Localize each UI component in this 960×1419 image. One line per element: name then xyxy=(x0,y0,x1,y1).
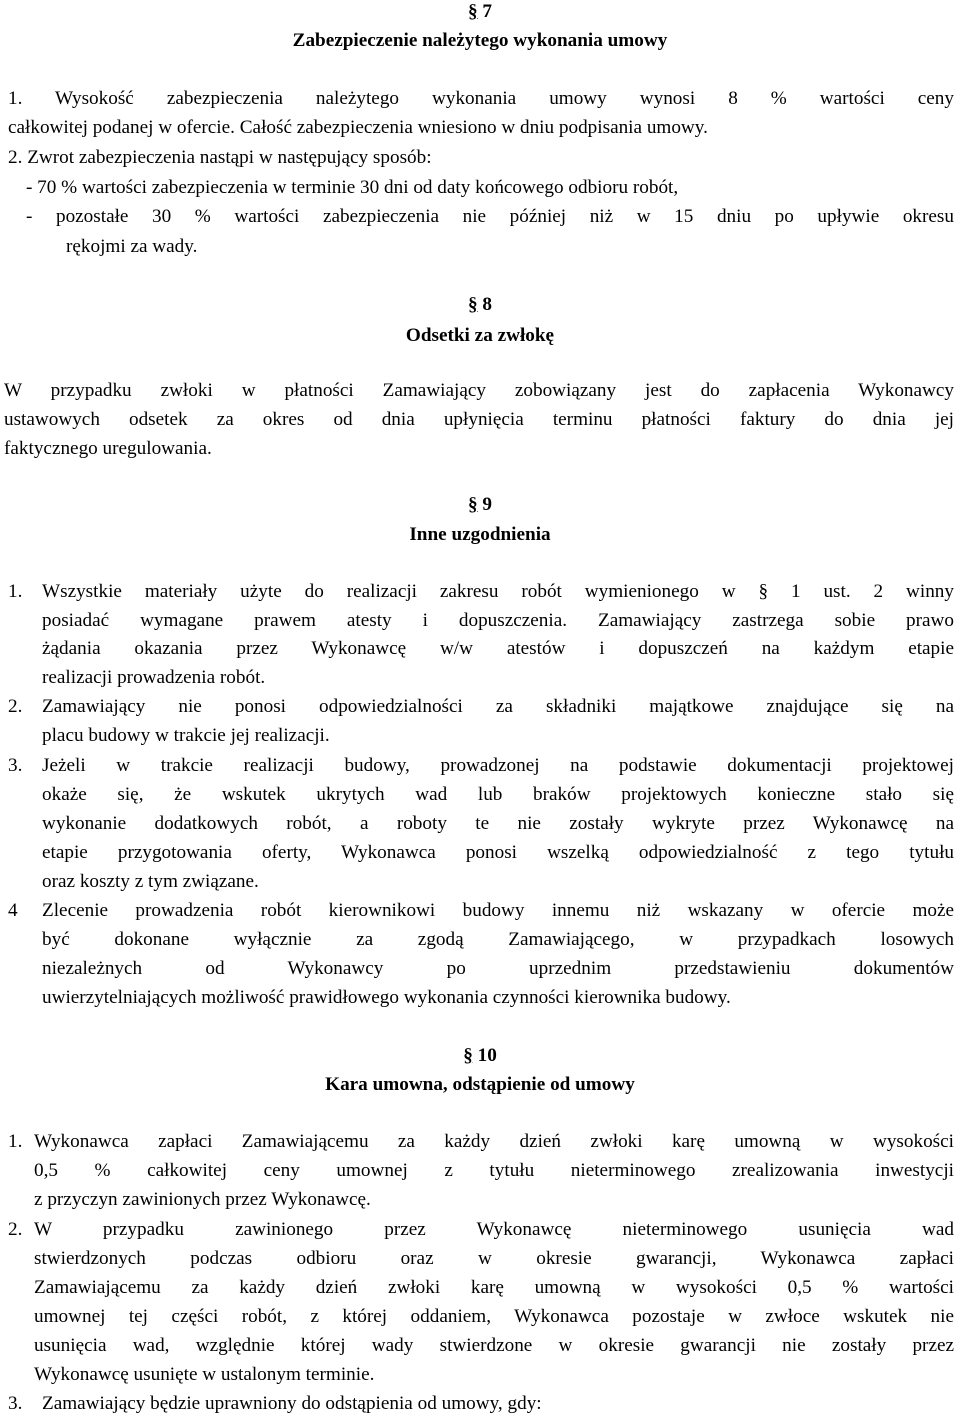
s10-item-2-line-2: stwierdzonych podczas odbioru oraz w okresie gwarancji, Wykonawca zapłaci xyxy=(34,1248,954,1269)
section-number: 9 xyxy=(482,494,492,515)
section-number: 7 xyxy=(482,1,492,22)
s8-line-3: faktycznego uregulowania. xyxy=(4,438,212,459)
s10-item-1-number: 1. xyxy=(8,1131,23,1152)
s10-item-3-number: 3. xyxy=(8,1393,23,1414)
s9-item-1-line-1: Wszystkie materiały użyte do realizacji zakresu robót wymienionego w § 1 ust. 2 winny xyxy=(42,581,954,602)
section-10-number xyxy=(0,1041,960,1071)
s10-item-2-line-5: usunięcia wad, względnie której wady stwierdzone w okresie gwarancji nie zostały przez xyxy=(34,1335,954,1356)
section-9-title: Inne uzgodnienia xyxy=(409,524,551,545)
s9-item-4-line-4: uwierzytelniających możliwość prawidłowego wykonania czynności kierownika budowy. xyxy=(42,987,731,1008)
s9-item-4-line-1: Zlecenie prowadzenia robót kierownikowi budowy innemu niż wskazany w ofercie może xyxy=(42,900,954,921)
paragraph-sign: § xyxy=(463,1045,473,1066)
paragraph-sign: § xyxy=(468,494,478,515)
s9-item-2-line-1: Zamawiający nie ponosi odpowiedzialności za składniki majątkowe znajdujące się na xyxy=(42,696,954,717)
s9-item-3-line-3: wykonanie dodatkowych robót, a roboty te nie zostały wykryte przez Wykonawcę na xyxy=(42,813,954,834)
s9-item-2-line-2: placu budowy w trakcie jej realizacji. xyxy=(42,725,330,746)
s9-item-3-number: 3. xyxy=(8,755,23,776)
s8-line-2: ustawowych odsetek za okres od dnia upłynięcia terminu płatności faktury do dnia jej xyxy=(4,409,954,430)
s9-item-3-line-4: etapie przygotowania oferty, Wykonawca ponosi wszelką odpowiedzialność z tego tytułu xyxy=(42,842,954,863)
section-8-number xyxy=(0,290,960,320)
s9-item-1-line-3: żądania okazania przez Wykonawcę w/w atestów i dopuszczeń na każdym etapie xyxy=(42,638,954,659)
s9-item-2-number: 2. xyxy=(8,696,23,717)
s10-item-2-number: 2. xyxy=(8,1219,23,1240)
section-10-title: Kara umowna, odstąpienie od umowy xyxy=(325,1074,635,1095)
s9-item-3-line-5: oraz koszty z tym związane. xyxy=(42,871,259,892)
s10-item-2-line-6: Wykonawcę usunięte w ustalonym terminie. xyxy=(34,1364,375,1385)
s10-item-3-line-1: Zamawiający będzie uprawniony do odstąpienia od umowy, gdy: xyxy=(42,1393,542,1414)
s7-line-4: - 70 % wartości zabezpieczenia w terminie 30 dni od daty końcowego odbioru robót, xyxy=(26,177,679,198)
s9-item-1-line-2: posiadać wymagane prawem atesty i dopuszczenia. Zamawiający zastrzega sobie prawo xyxy=(42,610,954,631)
section-number: 8 xyxy=(482,294,492,315)
s9-item-1-line-4: realizacji prowadzenia robót. xyxy=(42,667,266,688)
s7-line-1: 1. Wysokość zabezpieczenia należytego wykonania umowy wynosi 8 % wartości ceny xyxy=(8,88,954,109)
s9-item-4-number: 4 xyxy=(8,900,18,921)
s8-line-1: W przypadku zwłoki w płatności Zamawiający zobowiązany jest do zapłacenia Wykonawcy xyxy=(4,380,954,401)
s9-item-3-line-2: okaże się, że wskutek ukrytych wad lub braków projektowych konieczne stało się xyxy=(42,784,954,805)
section-8-title: Odsetki za zwłokę xyxy=(405,325,555,346)
s9-item-3-line-1: Jeżeli w trakcie realizacji budowy, prowadzonej na podstawie dokumentacji projektowej xyxy=(42,755,954,776)
s9-item-4-line-2: być dokonane wyłącznie za zgodą Zamawiającego, w przypadkach losowych xyxy=(42,929,954,950)
section-7-number xyxy=(0,0,960,27)
paragraph-sign: § xyxy=(468,1,478,22)
section-9-number xyxy=(0,490,960,520)
s10-item-2-line-1: W przypadku zawinionego przez Wykonawcę nieterminowego usunięcia wad xyxy=(34,1219,954,1240)
s7-line-3: 2. Zwrot zabezpieczenia nastąpi w następujący sposób: xyxy=(8,147,432,168)
s10-item-1-line-2: 0,5 % całkowitej ceny umownej z tytułu nieterminowego zrealizowania inwestycji xyxy=(34,1160,954,1181)
section-number: 10 xyxy=(477,1045,497,1066)
s10-item-2-line-3: Zamawiającemu za każdy dzień zwłoki karę umowną w wysokości 0,5 % wartości xyxy=(34,1277,954,1298)
paragraph-sign: § xyxy=(468,294,478,315)
s10-item-1-line-1: Wykonawca zapłaci Zamawiającemu za każdy dzień zwłoki karę umowną w wysokości xyxy=(34,1131,954,1152)
s9-item-1-number: 1. xyxy=(8,581,23,602)
s7-line-2: całkowitej podanej w ofercie. Całość zabezpieczenia wniesiono w dniu podpisania umowy. xyxy=(8,117,708,138)
section-7-title: Zabezpieczenie należytego wykonania umowy xyxy=(292,30,668,51)
s10-item-1-line-3: z przyczyn zawinionych przez Wykonawcę. xyxy=(34,1189,371,1210)
s7-line-5: - pozostałe 30 % wartości zabezpieczenia nie później niż w 15 dniu po upływie okresu xyxy=(26,206,954,227)
s9-item-4-line-3: niezależnych od Wykonawcy po uprzednim przedstawieniu dokumentów xyxy=(42,958,954,979)
s10-item-2-line-4: umownej tej części robót, z której oddaniem, Wykonawca pozostaje w zwłoce wskutek nie xyxy=(34,1306,954,1327)
s7-line-6: rękojmi za wady. xyxy=(66,236,198,257)
